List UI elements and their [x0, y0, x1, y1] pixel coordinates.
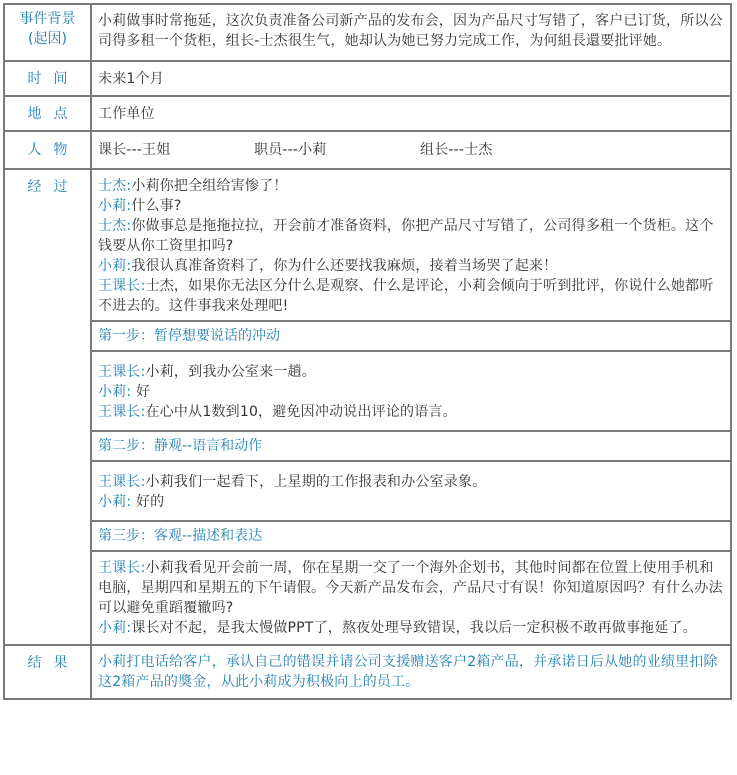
line-text: 你做事总是拖拖拉拉，开会前才准备资料，你把产品尺寸写错了，公司得多租一个货柜。这个钱要从你工资里扣吗?	[98, 218, 714, 254]
result-text: 小莉打电话给客户，承认自己的错误并请公司支援赠送客户2箱产品，并承诺日后从她的业绩里扣除这2箱产品的奬金，从此小莉成为积极向上的员工。	[98, 654, 718, 690]
time-cell	[91, 61, 730, 96]
label-result	[5, 645, 91, 698]
process-dialogue	[91, 169, 730, 321]
speaker: 王课长:	[98, 404, 146, 420]
person-staff: 职员---小莉	[254, 142, 327, 158]
row-people	[5, 131, 730, 169]
dialogue-line	[98, 276, 724, 316]
row-step3-body	[5, 551, 730, 645]
dialogue-line	[98, 176, 724, 196]
dialogue-line	[98, 382, 724, 402]
row-step2-title	[5, 431, 730, 461]
place-text: 工作单位	[98, 106, 155, 122]
label-place	[5, 96, 91, 131]
speaker: 小莉:	[98, 198, 132, 214]
dialogue-line	[98, 558, 724, 618]
row-process	[5, 169, 730, 321]
speaker: 小莉:	[98, 620, 132, 636]
line-text: 小莉，到我办公室来一趟。	[145, 364, 316, 380]
speaker: 王课长:	[98, 560, 146, 576]
speaker: 王课长:	[98, 364, 146, 380]
label-background-line1: 事件背景	[19, 11, 76, 27]
line-text: 什么事?	[131, 198, 182, 214]
line-text: 好的	[131, 494, 165, 510]
time-text: 未来1个月	[98, 71, 164, 87]
step3-title: 第三步：客观--描述和表达	[91, 521, 730, 551]
step1-dialogue	[91, 351, 730, 431]
label-background	[5, 5, 91, 61]
speaker: 小莉:	[98, 384, 132, 400]
speaker: 士杰:	[98, 178, 132, 194]
line-text: 课长对不起，是我太慢做PPT了，熬夜处理导致错误，我以后一定积极不敢再做事拖延了。	[131, 620, 697, 636]
label-time-text: 时间	[27, 71, 80, 87]
row-time	[5, 61, 730, 96]
background-paragraph: 小莉做事时常拖延，这次负责准备公司新产品的发布会，因为产品尺寸写错了，客户已订货，所以公司得多租一个货柜，组长-士杰很生气，她却认为她已努力完成工作，为何組長還要批评她。	[98, 13, 723, 49]
step1-title: 第一步：暂停想要说话的冲动	[91, 321, 730, 351]
speaker: 王课长:	[98, 278, 146, 294]
row-background	[5, 5, 730, 61]
step3-dialogue	[91, 551, 730, 645]
row-step1-title	[5, 321, 730, 351]
row-step2-body	[5, 461, 730, 521]
label-process	[5, 169, 91, 645]
dialogue-line	[98, 402, 724, 422]
dialogue-line	[98, 362, 724, 382]
dialogue-line	[98, 256, 724, 276]
person-manager: 课长---王姐	[98, 142, 171, 158]
line-text: 小莉我们一起看下，上星期的工作报表和办公室录象。	[145, 474, 487, 490]
speaker: 士杰:	[98, 218, 132, 234]
speaker: 小莉:	[98, 494, 132, 510]
dialogue-line	[98, 472, 724, 492]
label-result-text: 结果	[27, 655, 80, 671]
case-table	[3, 3, 732, 700]
step2-dialogue	[91, 461, 730, 521]
row-step1-body	[5, 351, 730, 431]
background-text	[91, 5, 730, 61]
dialogue-line	[98, 216, 724, 256]
label-people-text: 人物	[27, 142, 80, 158]
row-result	[5, 645, 730, 698]
dialogue-line	[98, 196, 724, 216]
row-place	[5, 96, 730, 131]
case-grid	[5, 5, 730, 698]
step2-title: 第二步：静观--语言和动作	[91, 431, 730, 461]
line-text: 士杰，如果你无法区分什么是观察、什么是评论，小莉会倾向于听到批评，你说什么她都听不进去的。这件事我来处理吧!	[98, 278, 714, 314]
dialogue-line	[98, 618, 724, 638]
label-time	[5, 61, 91, 96]
person-leader: 组长---士杰	[420, 142, 493, 158]
speaker: 王课长:	[98, 474, 146, 490]
line-text: 小莉我看见开会前一周，你在星期一交了一个海外企划书，其他时间都在位置上使用手机和电脑，星期四和星期五的下午请假。今天新产品发布会，产品尺寸有误！你知道原因吗？有什么办法可以避免重蹈覆辙吗?	[98, 560, 723, 616]
place-cell	[91, 96, 730, 131]
line-text: 小莉你把全组给害惨了！	[131, 178, 288, 194]
row-step3-title	[5, 521, 730, 551]
dialogue-line	[98, 492, 724, 512]
speaker: 小莉:	[98, 258, 132, 274]
people-cell	[91, 131, 730, 169]
result-cell	[91, 645, 730, 698]
line-text: 好	[131, 384, 151, 400]
line-text: 在心中从1数到10，避免因冲动说出评论的语言。	[145, 404, 457, 420]
label-people	[5, 131, 91, 169]
label-place-text: 地点	[27, 106, 80, 122]
label-background-line2: (起因)	[28, 31, 67, 47]
line-text: 我很认真准备资料了，你为什么还要找我麻烦，接着当场哭了起来！	[131, 258, 558, 274]
label-process-text: 经过	[27, 179, 80, 195]
